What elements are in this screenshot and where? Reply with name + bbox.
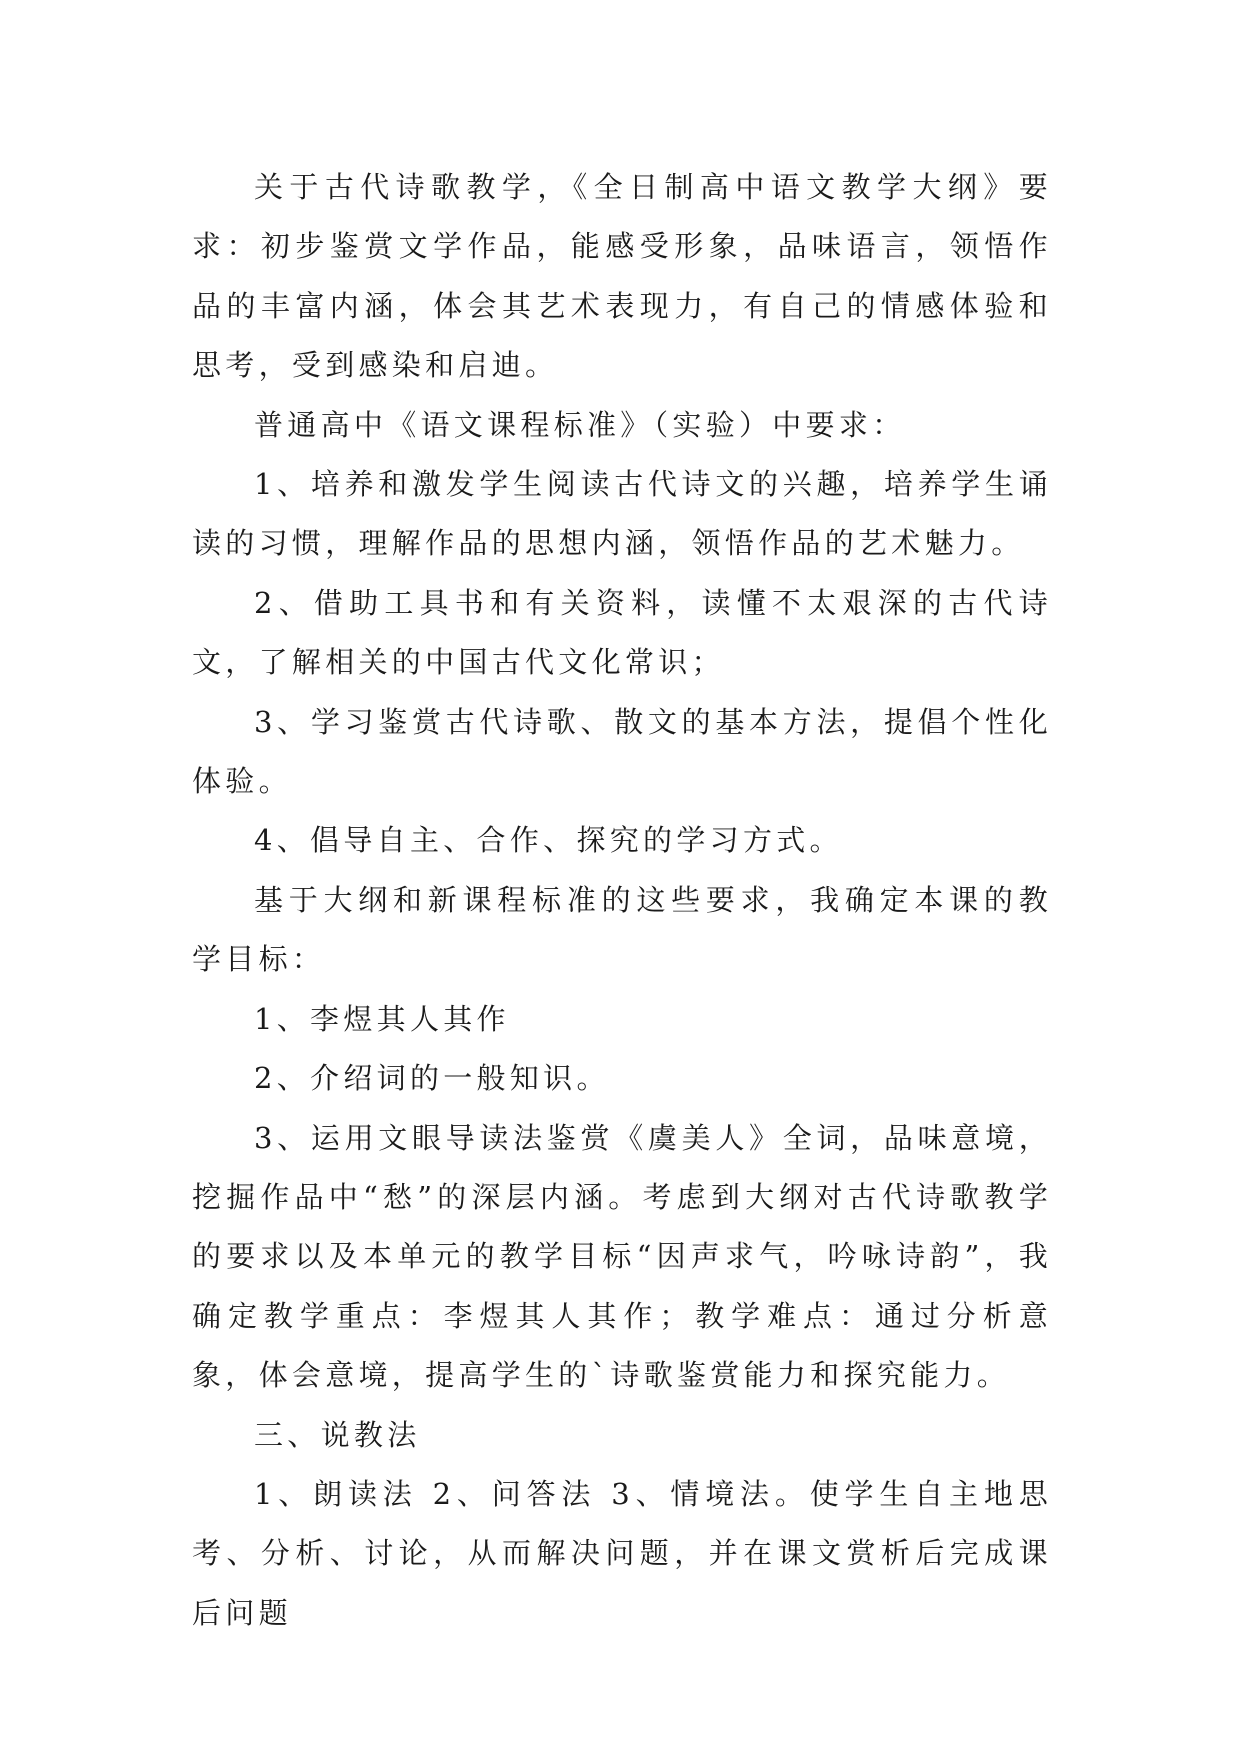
paragraph-standard-item-4: 4、倡导自主、合作、探究的学习方式。 xyxy=(254,823,843,858)
paragraph-curriculum-standard-intro: 普通高中《语文课程标准》（实验）中要求： xyxy=(254,407,906,442)
paragraph-standard-item-2: 2、借助工具书和有关资料，读懂不太艰深的古代诗文，了解相关的中国古代文化常识； xyxy=(192,585,1052,680)
paragraph-standard-item-3: 3、学习鉴赏古代诗歌、散文的基本方法，提倡个性化体验。 xyxy=(192,704,1052,799)
paragraph-standard-item-1: 1、培养和激发学生阅读古代诗文的兴趣，培养学生诵读的习惯，理解作品的思想内涵，领悟作品的艺术魅力。 xyxy=(192,467,1052,561)
paragraph-teaching-methods: 1、朗读法 2、问答法 3、情境法。使学生自主地思考、分析、讨论，从而解决问题，并在课文赏析后完成课后问题 xyxy=(192,1476,1052,1630)
document-body xyxy=(192,158,1052,1643)
paragraph-syllabus-requirement: 关于古代诗歌教学，《全日制高中语文教学大纲》要求：初步鉴赏文学作品，能感受形象，品味语言，领悟作品的丰富内涵，体会其艺术表现力，有自己的情感体验和思考，受到感染和启迪。 xyxy=(192,170,1052,383)
paragraph-goal-2: 2、介绍词的一般知识。 xyxy=(254,1061,610,1096)
paragraph-goal-1: 1、李煜其人其作 xyxy=(254,1001,510,1036)
section-heading-teaching-methods: 三、说教法 xyxy=(254,1417,421,1452)
paragraph-teaching-goals-intro: 基于大纲和新课程标准的这些要求，我确定本课的教学目标： xyxy=(192,882,1052,977)
paragraph-goal-3: 3、运用文眼导读法鉴赏《虞美人》全词，品味意境，挖掘作品中“愁”的深层内涵。考虑到大纲对古代诗歌教学的要求以及本单元的教学目标“因声求气，吟咏诗韵”，我确定教学重点：李煜其人其作；教学难点：通过分析意象，体会意境，提高学生的`诗歌鉴赏能力和探究能力。 xyxy=(192,1120,1052,1393)
